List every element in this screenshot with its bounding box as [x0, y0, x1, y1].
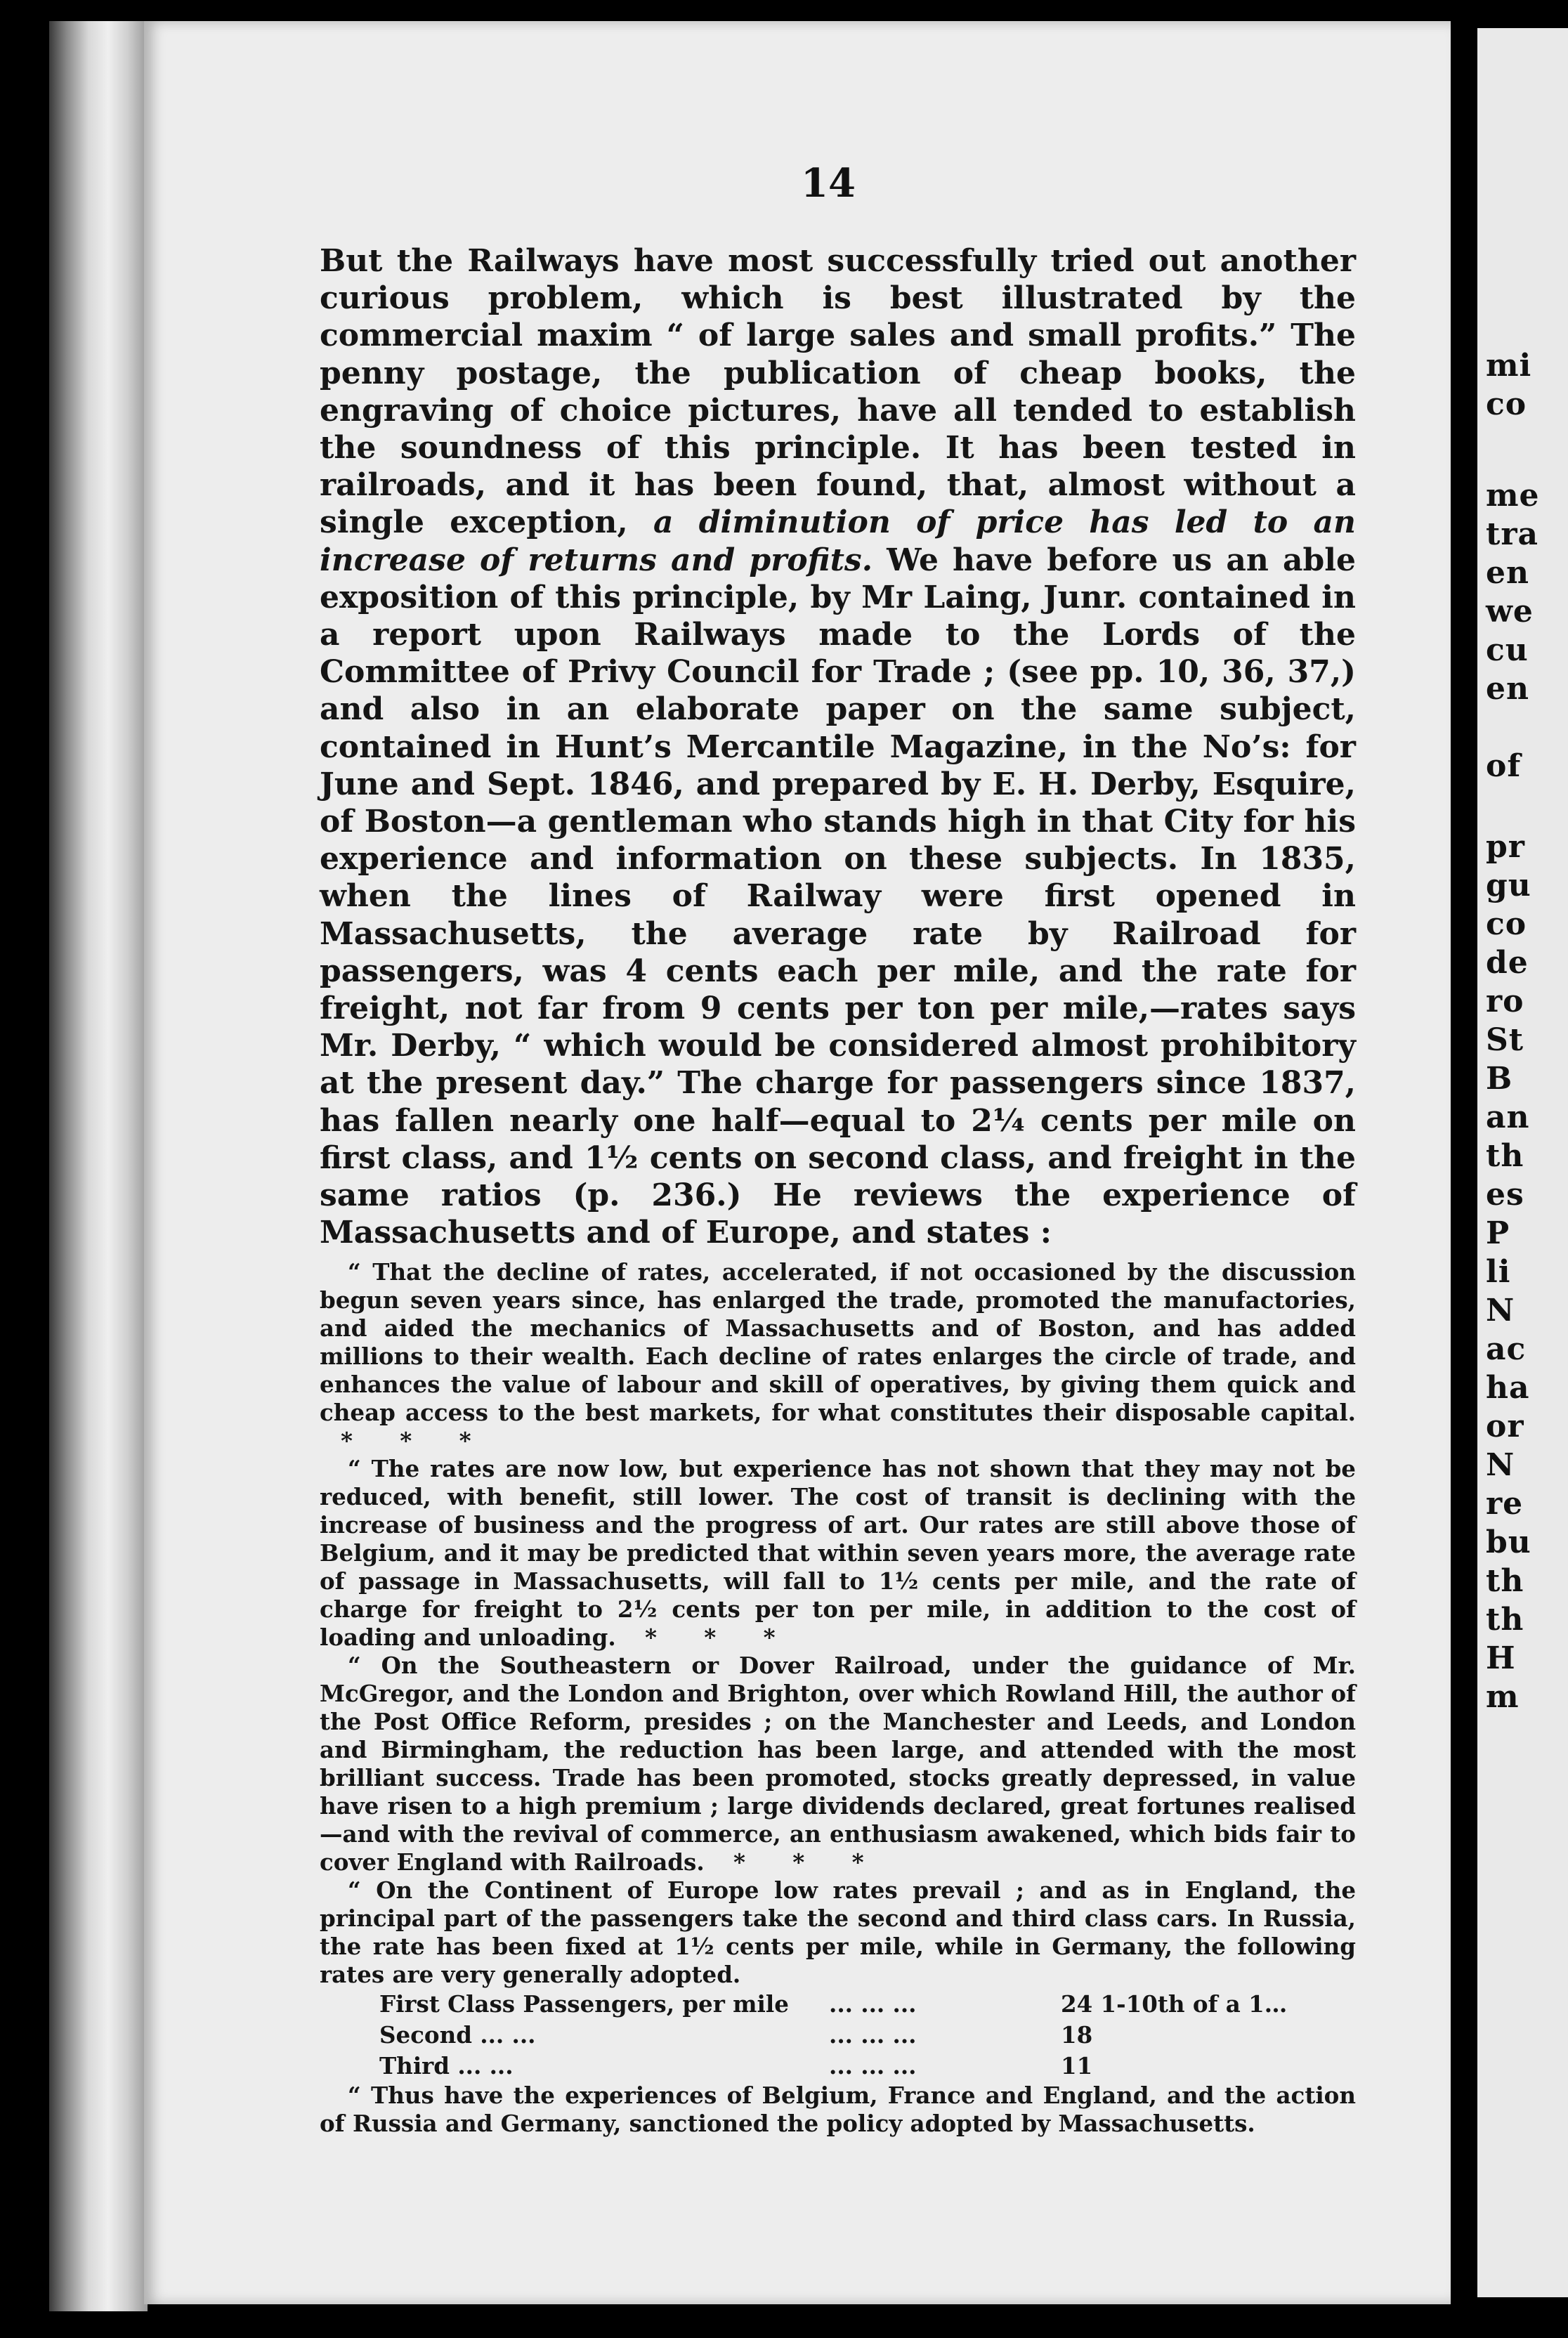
ellipsis-stars: * * * [644, 1624, 795, 1652]
facing-fragment: ha [1486, 1370, 1530, 1406]
quote-paragraph [320, 1455, 1356, 1652]
facing-fragment: de [1486, 945, 1529, 981]
facing-fragment: tra [1486, 516, 1539, 552]
facing-fragment: cu [1486, 632, 1529, 668]
quote-text: “ On the Southeastern or Dover Railroad, under the guidance of Mr. McGregor, and the London and Brighton, over which Rowland Hill, the author of the Post Office Reform, presides ; on the Manchester and Leeds, and London and Birmingham, the reduction has been large, and attended with the most brilliant success. Trade has been promoted, stocks greatly depressed, in value have risen to a high premium ; large dividends declared, great fortunes realised —and with the revival of commerce, an enthusiasm awakened, which bids fair to cover England with Railroads. [320, 1652, 1356, 1876]
class-cell: Second ... ... [379, 2021, 536, 2049]
page-edges [49, 21, 148, 2311]
facing-fragment: th [1486, 1563, 1524, 1599]
quote-paragraph [320, 1258, 1356, 1455]
quote-text: “ The rates are now low, but experience has not shown that they may not be reduced, with benefit, still lower. The cost of transit is declining with the increase of business and the progress of art. Our rates are still above those of Belgium, and it may be predicted that within seven years more, the average rate of passage in Massachusetts, will fall to 1½ cents per mile, and the rate of charge for freight to 2½ cents per ton per mile, in addition to the cost of loading and unloading. [320, 1455, 1356, 1652]
main-paragraph [320, 242, 1356, 1251]
rate-value: 11 [1061, 2052, 1093, 2080]
facing-fragment: N [1486, 1447, 1515, 1483]
ellipsis-stars: * * * [341, 1427, 491, 1455]
class-cell: First Class Passengers, per mile [379, 1990, 789, 2018]
quote-text: “ That the decline of rates, accelerated, if not occasioned by the discussion begun seven years since, has enlarged the trade, promoted the manufactories, and aided the mechanics of Massachusetts and of Boston, and has added millions to their wealth. Each decline of rates enlarges the circle of trade, and enhances the value of labour and skill of operatives, by giving them quick and cheap access to the best markets, for what constitutes their disposable capital. [320, 1258, 1356, 1427]
facing-fragment: ro [1486, 984, 1524, 1019]
facing-fragment: th [1486, 1602, 1524, 1638]
german-rates-table [379, 1989, 1356, 2082]
leader-dots: ... ... ... [829, 2021, 917, 2049]
rate-value: 18 [1061, 2021, 1093, 2049]
facing-fragment: pr [1486, 829, 1525, 865]
table-row [379, 1989, 1356, 2020]
facing-fragment: th [1486, 1138, 1524, 1174]
closing-quote: “ Thus have the experiences of Belgium, France and England, and the action of Russia and Germany, sanctioned the policy adopted by Massachusetts. [320, 2082, 1356, 2138]
facing-fragment: es [1486, 1177, 1524, 1213]
quote-text: “ On the Continent of Europe low rates prevail ; and as in England, the principal part of the passengers take the second and third class cars. In Russia, the rate has been fixed at 1½ cents per mile, while in Germany, the following rates are very generally adopted. [320, 1876, 1356, 1989]
table-row [379, 2051, 1356, 2082]
facing-fragment: li [1486, 1254, 1511, 1290]
facing-fragment: co [1486, 386, 1527, 422]
facing-fragment: of [1486, 748, 1522, 784]
facing-fragment: ac [1486, 1331, 1527, 1367]
facing-fragment: m [1486, 1679, 1520, 1715]
facing-fragment: or [1486, 1409, 1524, 1444]
emphasis-phrase: a diminution of price has led to an increase of returns and profits. [320, 504, 1356, 578]
book-gutter [1451, 0, 1477, 2338]
facing-fragment: B [1486, 1061, 1513, 1097]
facing-fragment: en [1486, 671, 1529, 707]
table-row [379, 2020, 1356, 2051]
facing-fragment: St [1486, 1022, 1524, 1058]
leader-dots: ... ... ... [829, 2052, 917, 2080]
paragraph-part-1: But the Railways have most successfully tried out another curious problem, which is best illustrated by the commercial maxim “ of large sales and small profits.” The penny postage, the publication of cheap books, the engraving of choice pictures, have all tended to establish the soundness of this principle. It has been tested in railroads, and it has been found, that, almost without a single exception, [320, 243, 1356, 541]
facing-fragment: gu [1486, 868, 1531, 903]
facing-fragment: an [1486, 1099, 1530, 1135]
facing-fragment: en [1486, 555, 1529, 591]
facing-page [1477, 28, 1568, 2297]
page-number: 14 [801, 160, 856, 207]
facing-fragment: we [1486, 594, 1534, 629]
facing-fragment: P [1486, 1215, 1510, 1251]
facing-fragment: co [1486, 906, 1527, 942]
rate-value: 24 1-10th of a 1… [1061, 1990, 1288, 2018]
facing-fragment: me [1486, 478, 1540, 514]
facing-fragment: re [1486, 1486, 1524, 1522]
page-text [320, 242, 1356, 2138]
facing-fragment: mi [1486, 348, 1532, 384]
leader-dots: ... ... ... [829, 1990, 917, 2018]
quote-paragraph [320, 1652, 1356, 1876]
paragraph-part-2: We have before us an able exposition of this principle, by Mr Laing, Junr. contained in a report upon Railways made to the Lords of the Committee of Privy Council for Trade ; (see pp. 10, 36, 37,) and also in an elaborate paper on the same subject, contained in Hunt’s Mercantile Magazine, in the No’s: for June and Sept. 1846, and prepared by E. H. Derby, Esquire, of Boston—a gentleman who stands high in that City for his experience and information on these subjects. In 1835, when the lines of Railway were first opened in Massachusetts, the average rate by Railroad for passengers, was 4 cents each per mile, and the rate for freight, not far from 9 cents per ton per mile,—rates says Mr. Derby, “ which would be considered almost prohibitory at the present day.” The charge for passengers since 1837, has fallen nearly one half—equal to 2¼ cents per mile on first class, and 1½ cents on second class, and freight in the same ratios (p. 236.) He reviews the experience of Massachusetts and of Europe, and states : [320, 542, 1356, 1251]
facing-fragment: bu [1486, 1524, 1531, 1560]
class-cell: Third ... ... [379, 2052, 514, 2080]
facing-fragment: N [1486, 1293, 1515, 1328]
quote-paragraph [320, 1876, 1356, 1989]
facing-fragment: H [1486, 1640, 1516, 1676]
ellipsis-stars: * * * [733, 1848, 884, 1876]
